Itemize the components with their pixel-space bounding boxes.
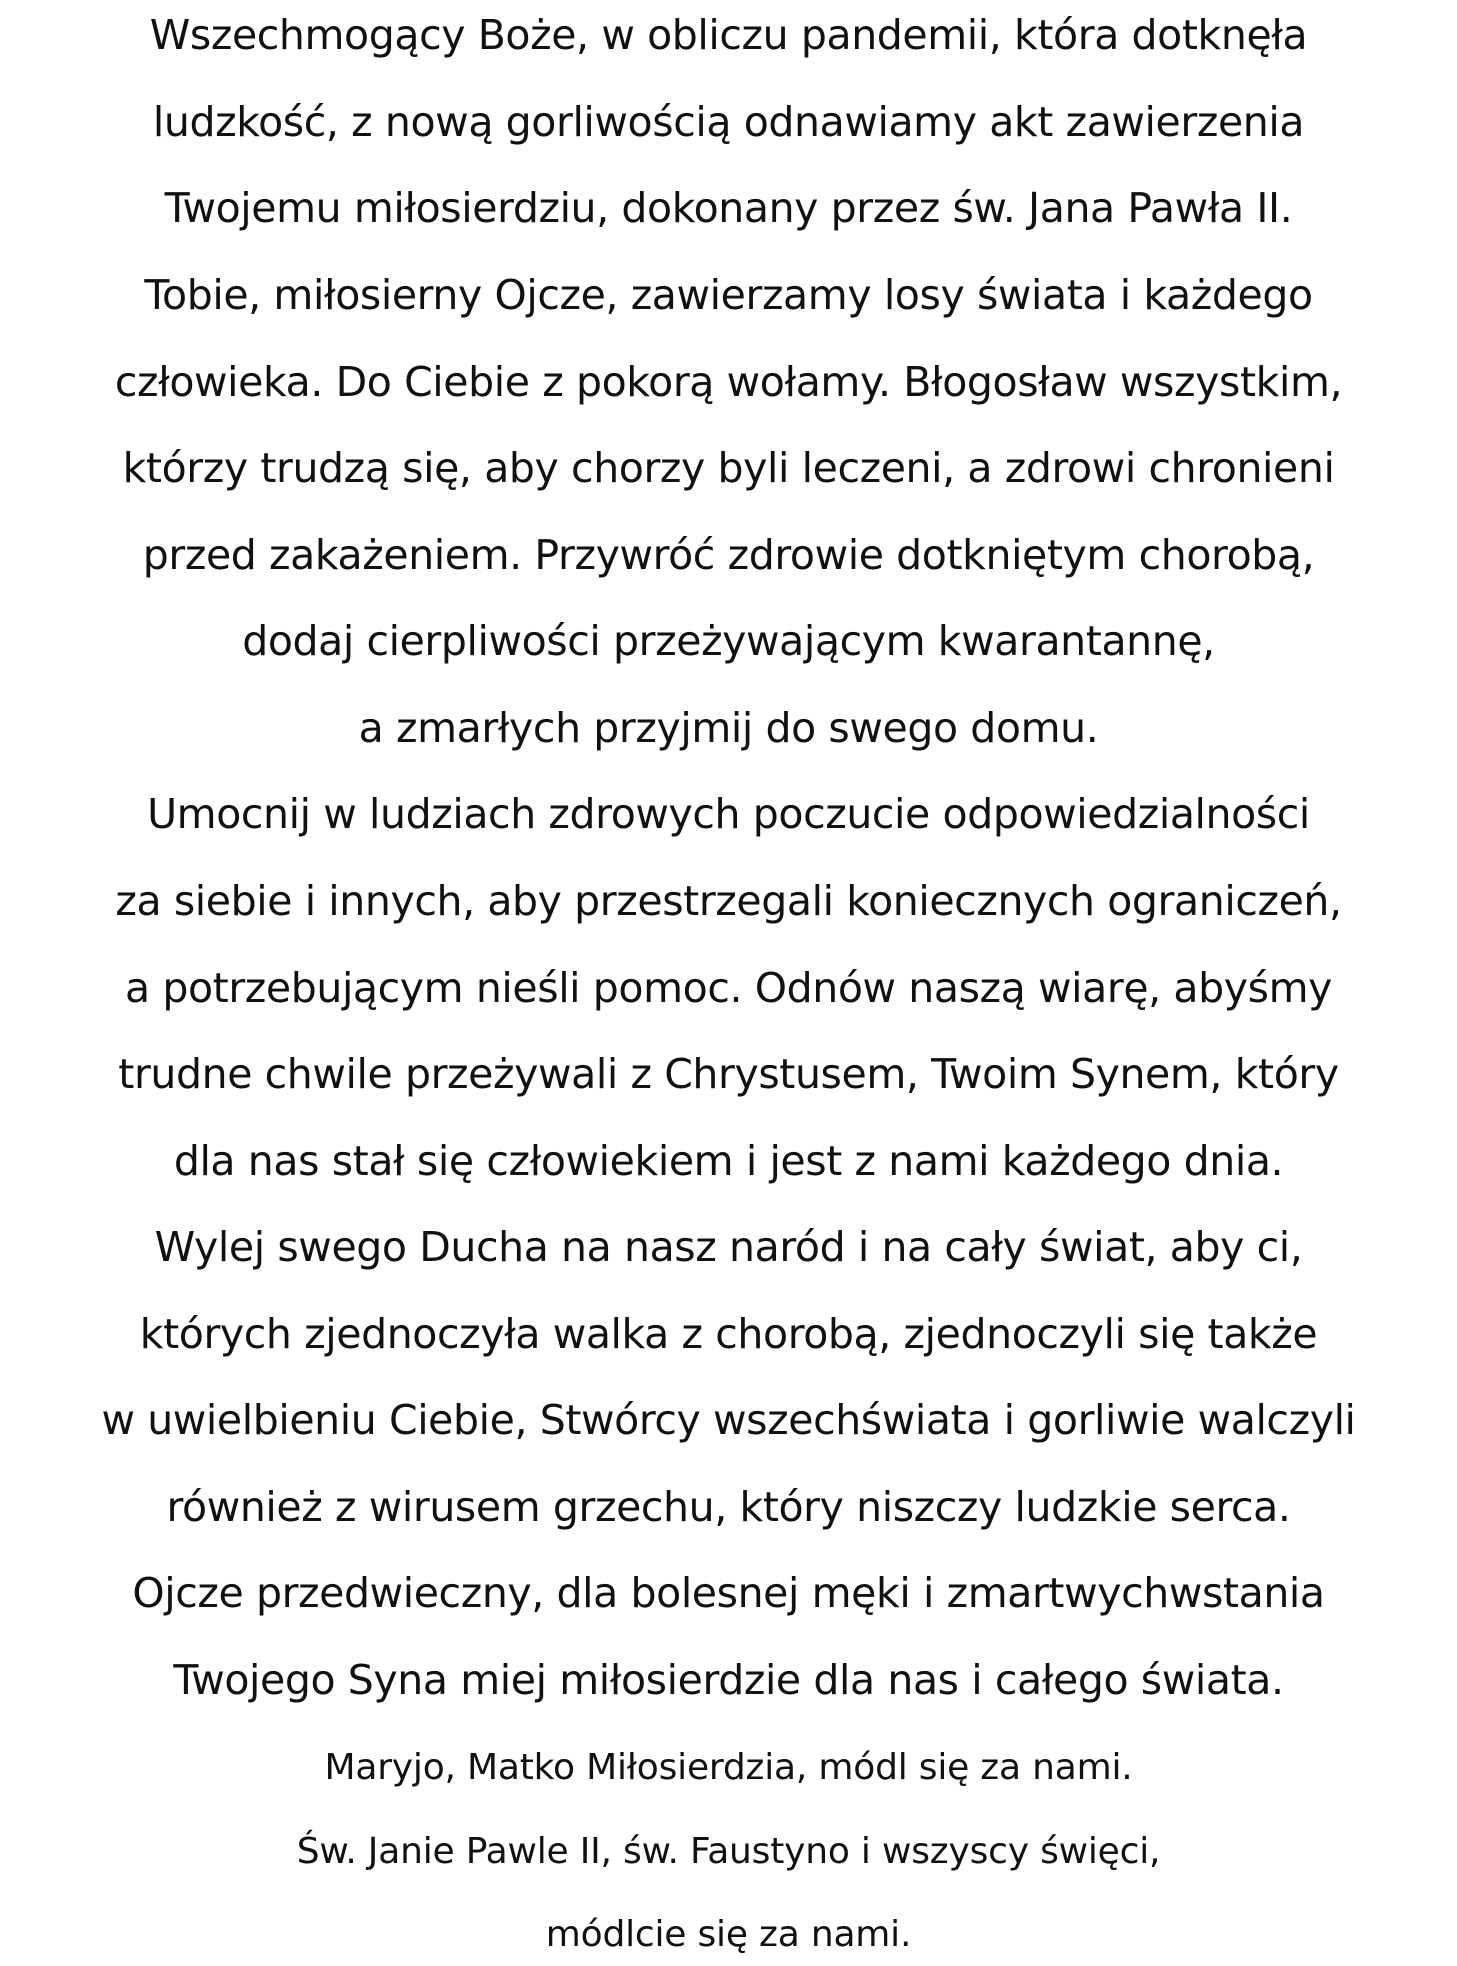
prayer-line-invocation: módlcie się za nami. (545, 1914, 912, 1955)
prayer-line: Wylej swego Ducha na nasz naród i na cały świat, aby ci, (154, 1223, 1303, 1271)
prayer-line-invocation: Św. Janie Pawle II, św. Faustyno i wszyscy święci, (296, 1831, 1161, 1872)
prayer-line: również z wirusem grzechu, który niszczy ludzkie serca. (166, 1483, 1291, 1531)
prayer-line: a zmarłych przyjmij do swego domu. (358, 704, 1099, 752)
prayer-line: Ojcze przedwieczny, dla bolesnej męki i zmartwychwstania (132, 1569, 1325, 1617)
prayer-line: Tobie, miłosierny Ojcze, zawierzamy losy świata i każdego (144, 271, 1313, 319)
prayer-line-invocation: Maryjo, Matko Miłosierdzia, módl się za nami. (324, 1747, 1133, 1788)
prayer-line: Twojego Syna miej miłosierdzie dla nas i całego świata. (173, 1656, 1284, 1704)
prayer-line: Twojemu miłosierdziu, dokonany przez św. Jana Pawła II. (164, 184, 1293, 232)
prayer-line: ludzkość, z nową gorliwością odnawiamy akt zawierzenia (152, 98, 1305, 146)
prayer-line: w uwielbieniu Ciebie, Stwórcy wszechświata i gorliwie walczyli (101, 1396, 1356, 1444)
prayer-line: człowieka. Do Ciebie z pokorą wołamy. Błogosław wszystkim, (114, 358, 1343, 406)
prayer-line: którzy trudzą się, aby chorzy byli leczeni, a zdrowi chronieni (122, 444, 1335, 492)
prayer-line: a potrzebującym nieśli pomoc. Odnów naszą wiarę, abyśmy (124, 964, 1333, 1012)
prayer-line: Umocnij w ludziach zdrowych poczucie odpowiedzialności (147, 790, 1310, 838)
prayer-line: dodaj cierpliwości przeżywającym kwarantannę, (242, 617, 1215, 665)
prayer-line: których zjednoczyła walka z chorobą, zjednoczyli się także (139, 1310, 1318, 1358)
prayer-line: Wszechmogący Boże, w obliczu pandemii, która dotknęła (149, 11, 1308, 59)
prayer-line: dla nas stał się człowiekiem i jest z nami każdego dnia. (173, 1137, 1284, 1185)
prayer-line: przed zakażeniem. Przywróć zdrowie dotkniętym chorobą, (142, 531, 1315, 579)
prayer-line: trudne chwile przeżywali z Chrystusem, Twoim Synem, który (118, 1050, 1339, 1098)
prayer-line: za siebie i innych, aby przestrzegali koniecznych ograniczeń, (115, 877, 1342, 925)
